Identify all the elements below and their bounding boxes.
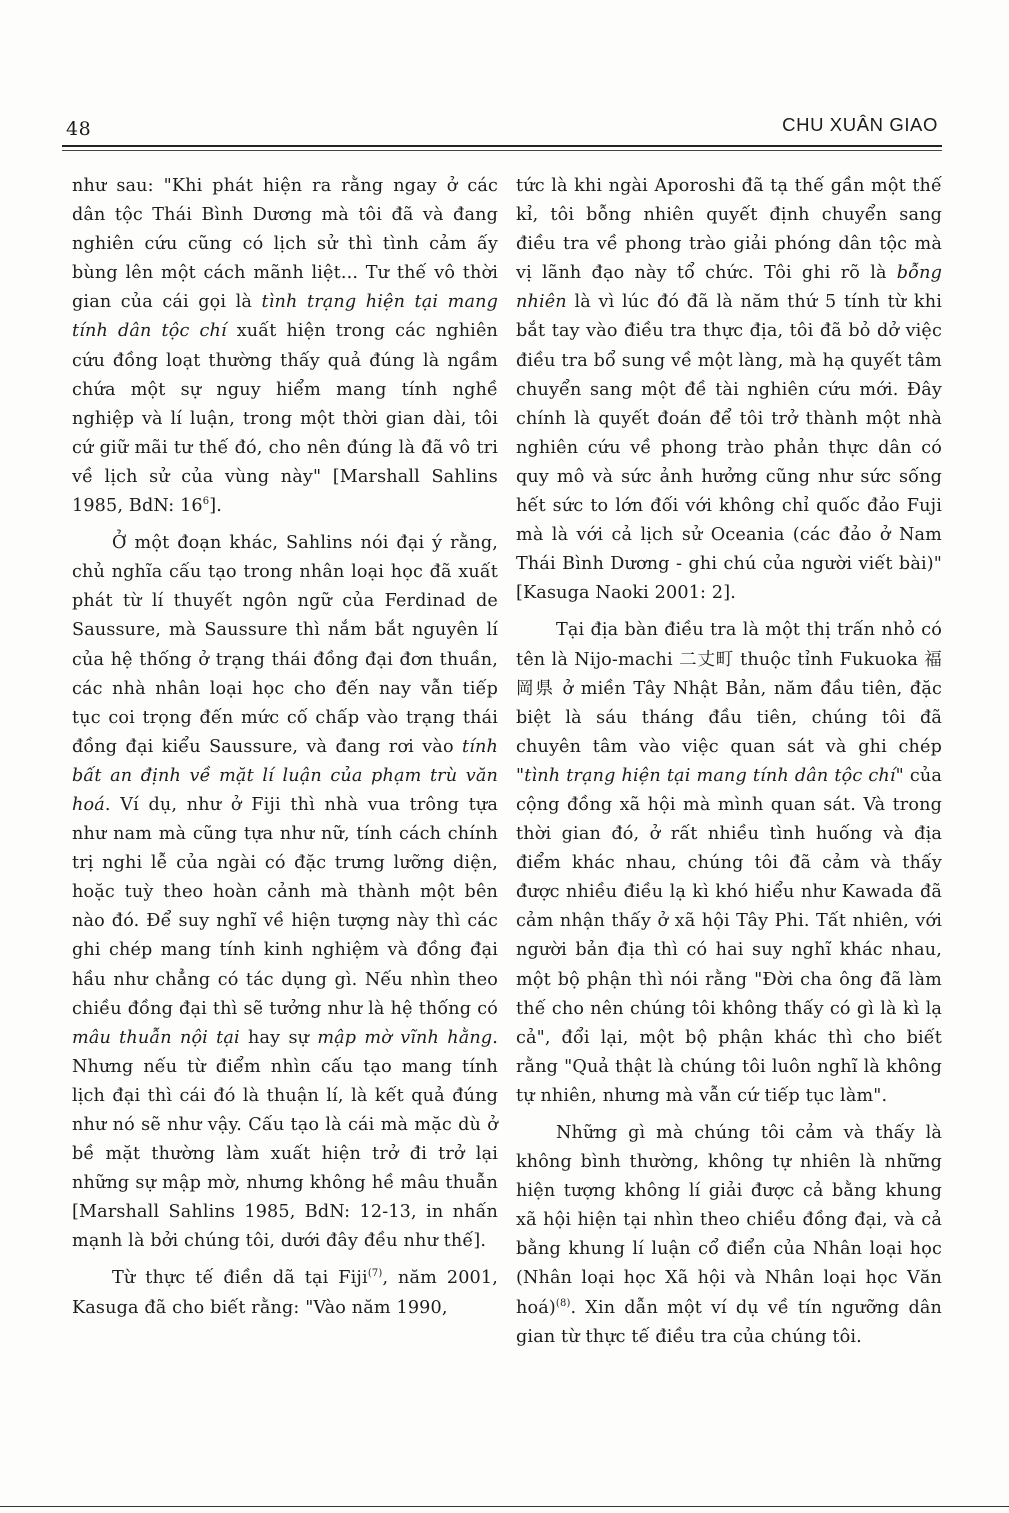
footnote-ref: (8): [555, 1297, 571, 1309]
running-head-author: CHU XUÂN GIAO: [782, 114, 938, 135]
left-column: [72, 172, 498, 1323]
right-column: [516, 172, 942, 1352]
header-rule-thick: [62, 145, 942, 147]
paragraph: Tại địa bàn điều tra là một thị trấn nhỏ có tên là Nijo-machi 二丈町 thuộc tỉnh Fukuoka 福岡県 ở miền Tây Nhật Bản, năm đầu tiên, đặc biệt là sáu tháng đầu tiên, chúng tôi đã chuyên tâm vào việc quan sát và ghi chép "tình trạng hiện tại mang tính dân tộc chí" của cộng đồng xã hội mà mình quan sát. Và trong thời gian đó, ở rất nhiều tình huống và địa điểm khác nhau, chúng tôi đã cảm và thấy được nhiều điều lạ kì khó hiểu như Kawada đã cảm nhận thấy ở xã hội Tây Phi. Tất nhiên, với người bản địa thì có hai suy nghĩ khác nhau, một bộ phận thì nói rằng "Đời cha ông đã làm thế cho nên chúng tôi không thấy có gì là kì lạ cả", đổi lại, một bộ phận khác thì cho biết rằng "Quả thật là chúng tôi luôn nghĩ là không tự nhiên, nhưng mà vẫn cứ tiếp tục làm".: [516, 620, 942, 1106]
paragraph: tức là khi ngài Aporoshi đã tạ thế gần một thế kỉ, tôi bỗng nhiên quyết định chuyển sang điều tra về phong trào giải phóng dân tộc mà vị lãnh đạo này tổ chức. Tôi ghi rõ là bỗng nhiên là vì lúc đó đã là năm thứ 5 tính từ khi bắt tay vào điều tra thực địa, tôi đã bỏ dở việc điều tra bổ sung về một làng, mà hạ quyết tâm chuyển sang một đề tài nghiên cứu mới. Đây chính là quyết đoán để tôi trở thành một nhà nghiên cứu về phong trào phản thực dân có quy mô và sức ảnh hưởng cũng như sức sống hết sức to lớn đối với không chỉ quốc đảo Fuji mà là với cả lịch sử Oceania (các đảo ở Nam Thái Bình Dương - ghi chú của người viết bài)" [Kasuga Naoki 2001: 2].: [516, 176, 942, 604]
paragraph: như sau: "Khi phát hiện ra rằng ngay ở các dân tộc Thái Bình Dương mà tôi đã và đang nghiên cứu cũng có lịch sử thì tình cảm ấy bùng lên một cách mãnh liệt... Tư thế vô thời gian của cái gọi là tình trạng hiện tại mang tính dân tộc chí xuất hiện trong các nghiên cứu đồng loạt thường thấy quả đúng là ngầm chứa một sự nguy hiểm mang tính nghề nghiệp và lí luận, trong một thời gian dài, tôi cứ giữ mãi tư thế đó, cho nên đúng là đã vô tri về lịch sử của vùng này" [Marshall Sahlins 1985, BdN: $16^6$].: [72, 176, 498, 517]
footnote-ref: 6: [202, 496, 210, 508]
footnote-ref: (7): [367, 1268, 383, 1280]
paragraph: Ở một đoạn khác, Sahlins nói đại ý rằng, chủ nghĩa cấu tạo trong nhân loại học đã xuất phát từ lí thuyết ngôn ngữ của Ferdinad de Saussure, mà Saussure thì nắm bắt nguyên lí của hệ thống ở trạng thái đồng đại đơn thuần, các nhà nhân loại học cho đến nay vẫn tiếp tục coi trọng đến mức cố chấp vào trạng thái đồng đại kiểu Saussure, và đang rơi vào tính bất an định về mặt lí luận của phạm trù văn hoá. Ví dụ, như ở Fiji thì nhà vua trông tựa như nam mà cũng tựa như nữ, tính cách chính trị nghi lễ của ngài có đặc trưng lưỡng diện, hoặc tuỳ theo hoàn cảnh mà thành một bên nào đó. Để suy nghĩ về hiện tượng này thì các ghi chép mang tính kinh nghiệm và đồng đại hầu như chẳng có tác dụng gì. Nếu nhìn theo chiều đồng đại thì sẽ tưởng như là hệ thống có mâu thuẫn nội tại hay sự mập mờ vĩnh hằng. Nhưng nếu từ điểm nhìn cấu tạo mang tính lịch đại thì cái đó là thuận lí, là kết quả đúng như nó sẽ như vậy. Cấu tạo là cái mà mặc dù ở bề mặt thường làm xuất hiện trở đi trở lại những sự mập mờ, nhưng không hề mâu thuẫn [Marshall Sahlins 1985, BdN: 12-13, in nhấn mạnh là bởi chúng tôi, dưới đây đều như thế].: [72, 533, 498, 1252]
footer-rule: [0, 1506, 1009, 1507]
paragraph: Những gì mà chúng tôi cảm và thấy là không bình thường, không tự nhiên là những hiện tượng không lí giải được cả bằng khung xã hội hiện tại nhìn theo chiều đồng đại, và cả bằng khung lí luận cổ điển của Nhân loại học (Nhân loại học Xã hội và Nhân loại học Văn hoá)$^{(8)}$. Xin dẫn một ví dụ về tín ngưỡng dân gian từ thực tế điều tra của chúng tôi.: [516, 1123, 942, 1347]
page-header: [62, 112, 942, 148]
header-rule-thin: [62, 150, 942, 151]
paragraph: Từ thực tế điền dã tại Fiji$^{(7)}$, năm 2001, Kasuga đã cho biết rằng: "Vào năm 1990,: [72, 1268, 498, 1318]
page-number: 48: [66, 118, 92, 140]
japanese-place-name: 福岡県: [516, 649, 942, 699]
japanese-place-name: 二丈町: [679, 649, 734, 670]
